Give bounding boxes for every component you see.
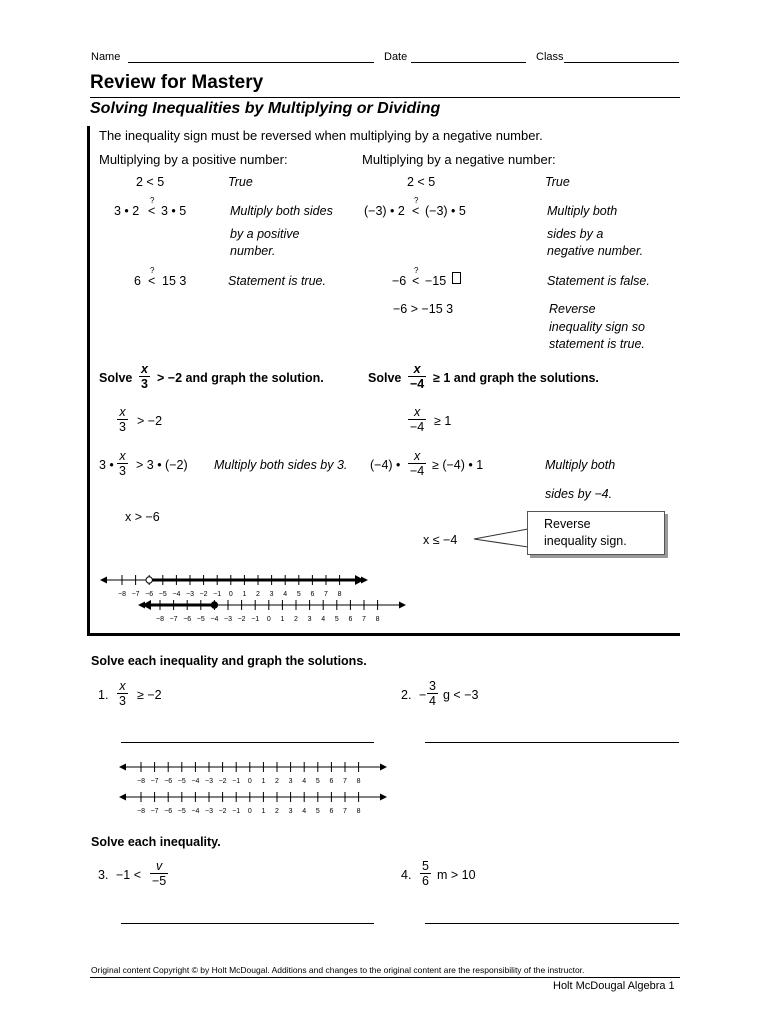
tick-label: 0	[228, 591, 233, 598]
tick-label: −3	[205, 778, 213, 785]
ex1-s1-rest: > −2	[137, 414, 163, 428]
p1-fraction	[117, 679, 128, 708]
left-r2-note3: number.	[230, 244, 276, 258]
tick-label: −4	[172, 591, 181, 598]
right-r4-expr: −6 > −15 3	[393, 302, 454, 316]
copyright-text: Original content Copyright © by Holt McDougal. Additions and changes to the original content are the responsibility of the instructor.	[91, 965, 585, 975]
axis-arrow-left	[119, 764, 126, 771]
number-line-p2[interactable]	[115, 787, 391, 819]
left-r2-note2: by a positive	[230, 227, 300, 241]
tick-label: −4	[191, 778, 200, 785]
box-left-border	[87, 126, 90, 636]
p4-frac-num: 5	[422, 859, 429, 873]
tick-label: 7	[362, 616, 366, 623]
tick-label: −7	[131, 591, 140, 598]
p1-num: 1.	[98, 688, 109, 702]
date-label: Date	[384, 51, 408, 63]
tick-label: 7	[343, 808, 347, 815]
p4-fraction	[420, 859, 431, 888]
right-r4-note1: Reverse	[549, 302, 596, 316]
axis-arrow-right	[399, 602, 406, 609]
tick-label: 0	[266, 616, 271, 623]
ex1-s1-num: x	[117, 405, 128, 420]
ex2-s1-fraction	[408, 405, 426, 434]
ex2-frac-den: −4	[410, 377, 425, 391]
tick-label: −6	[145, 591, 154, 598]
ex2-s2-fraction	[408, 449, 426, 478]
tick-label: −2	[199, 591, 208, 598]
number-line-p1[interactable]	[115, 757, 391, 789]
ex2-s1-den: −4	[410, 420, 425, 434]
ex1-s2-rest: > 3 • (−2)	[136, 458, 188, 472]
tick-label: 4	[302, 778, 307, 785]
title-rule	[90, 97, 680, 98]
ex2-s2-rest: ≥ (−4) • 1	[432, 458, 484, 472]
tick-label: 3	[288, 778, 293, 785]
tick-label: 2	[294, 616, 298, 623]
tick-label: 3	[288, 808, 293, 815]
solution-arrow	[142, 600, 151, 610]
tick-label: −3	[224, 616, 232, 623]
ex1-s2-note: Multiply both sides by 3.	[214, 458, 348, 472]
p2-frac-den: 4	[429, 694, 436, 708]
right-r2-sym: <	[412, 204, 420, 218]
ex2-s2-note1: Multiply both	[545, 458, 616, 472]
tick-label: 1	[261, 778, 266, 785]
practice2-heading: Solve each inequality.	[91, 835, 221, 849]
ex1-result: x > −6	[125, 510, 160, 524]
ex2-result: x ≤ −4	[423, 533, 458, 547]
left-r3-expr-a: 6	[134, 274, 141, 288]
tick-label: 8	[337, 591, 342, 598]
tick-label: 0	[247, 778, 252, 785]
left-r3-question: ?	[150, 266, 155, 275]
p2-rest: g < −3	[443, 688, 479, 702]
right-r4-note3: statement is true.	[549, 337, 645, 351]
tick-label: −6	[164, 808, 173, 815]
right-r3-question: ?	[414, 266, 419, 275]
right-r1-note: True	[545, 175, 570, 189]
tick-label: −5	[177, 778, 186, 785]
ex1-rest: > −2 and graph the solution.	[157, 371, 324, 385]
p3-frac-num: v	[150, 859, 168, 874]
tick-label: −7	[150, 808, 159, 815]
p2-answer-line[interactable]	[425, 742, 679, 743]
right-r1-expr: 2 < 5	[407, 175, 436, 189]
left-r2-expr-a: 3 • 2	[114, 204, 140, 218]
tick-label: 0	[247, 808, 252, 815]
ex2-solve-label: Solve	[368, 371, 402, 385]
tick-label: 5	[334, 616, 339, 623]
tick-label: 2	[275, 808, 279, 815]
tick-label: −5	[177, 808, 186, 815]
tick-label: 5	[315, 808, 320, 815]
p1-frac-num: x	[117, 679, 128, 694]
ex1-s2-fraction	[117, 449, 128, 478]
left-r2-expr-b: 3 • 5	[161, 204, 187, 218]
left-r2-note1: Multiply both sides	[230, 204, 333, 218]
ex1-solve-label: Solve	[99, 371, 133, 385]
right-r2-note2: sides by a	[547, 227, 604, 241]
p4-num: 4.	[401, 868, 412, 882]
footer-rule	[90, 977, 680, 978]
tick-label: 3	[307, 616, 312, 623]
tick-label: −3	[205, 808, 213, 815]
tick-label: 2	[275, 778, 279, 785]
right-r3-note: Statement is false.	[547, 274, 650, 288]
axis-arrow-right	[380, 794, 387, 801]
tick-label: 6	[348, 616, 353, 623]
tick-label: −4	[191, 808, 200, 815]
p4-frac-den: 6	[422, 874, 429, 888]
tick-label: −1	[213, 591, 222, 598]
tick-label: −1	[232, 808, 241, 815]
tick-label: 7	[324, 591, 328, 598]
tick-label: −2	[237, 616, 246, 623]
left-r2-sym: <	[148, 204, 156, 218]
p2-fraction	[427, 679, 438, 708]
tick-label: −8	[156, 616, 164, 623]
p1-rest: ≥ −2	[137, 688, 162, 702]
ex1-fraction	[139, 362, 150, 391]
ex2-s2-prefix: (−4) •	[370, 458, 401, 472]
ex1-s1-den: 3	[119, 420, 126, 434]
p3-fraction	[150, 859, 168, 888]
tick-label: 6	[310, 591, 315, 598]
ex1-s2-den: 3	[119, 464, 126, 478]
tick-label: 5	[296, 591, 301, 598]
right-r3-expr-a: −6	[392, 274, 407, 288]
p3-prefix: −1 <	[116, 868, 142, 882]
left-r3-sym: <	[148, 274, 156, 288]
tick-label: −7	[150, 778, 159, 785]
right-r4-note2: inequality sign so	[549, 320, 645, 334]
right-r2-expr-a: (−3) • 2	[364, 204, 405, 218]
tick-label: 1	[242, 591, 247, 598]
ex1-frac-num: x	[141, 362, 148, 376]
right-r2-expr-b: (−3) • 5	[425, 204, 466, 218]
practice-heading: Solve each inequality and graph the solutions.	[91, 654, 367, 668]
tick-label: 8	[356, 778, 361, 785]
reverse-sign-callout	[527, 511, 665, 555]
axis-arrow-left	[100, 577, 107, 584]
open-endpoint	[146, 577, 152, 583]
class-field[interactable]	[564, 62, 679, 63]
left-r2-question: ?	[150, 196, 155, 205]
tick-label: −3	[186, 591, 194, 598]
axis-arrow-left	[119, 794, 126, 801]
tick-label: −1	[251, 616, 260, 623]
ex1-frac-den: 3	[141, 377, 148, 391]
p3-num: 3.	[98, 868, 109, 882]
ex2-frac-num: x	[408, 362, 426, 377]
ex2-s1-rest: ≥ 1	[434, 414, 452, 428]
ex2-s2-den: −4	[410, 464, 425, 478]
tick-label: −8	[137, 778, 145, 785]
p1-answer-line[interactable]	[121, 742, 374, 743]
tick-label: 1	[261, 808, 266, 815]
p2-prefix: −	[419, 688, 427, 702]
tick-label: 8	[375, 616, 380, 623]
right-heading: Multiplying by a negative number:	[362, 152, 556, 167]
p2-frac-num: 3	[429, 679, 436, 693]
tick-label: 3	[269, 591, 274, 598]
p3-frac-den: −5	[152, 874, 167, 888]
right-r2-note1: Multiply both	[547, 204, 618, 218]
ex1-s2-num: x	[117, 449, 128, 464]
callout-line2: inequality sign.	[544, 534, 627, 548]
p2-num: 2.	[401, 688, 412, 702]
box-bottom-border	[87, 633, 680, 636]
callout-pointer	[470, 527, 530, 549]
p4-answer-line[interactable]	[425, 923, 679, 924]
tick-label: 6	[329, 808, 334, 815]
tick-label: −8	[118, 591, 126, 598]
tick-label: −5	[196, 616, 205, 623]
tick-label: 5	[315, 778, 320, 785]
closed-endpoint	[211, 602, 217, 608]
tick-label: 4	[302, 808, 307, 815]
ex1-s1-fraction	[117, 405, 128, 434]
ex2-s1-num: x	[408, 405, 426, 420]
book-title: Holt McDougal Algebra 1	[553, 980, 675, 992]
left-r3-expr-b: 15 3	[162, 274, 187, 288]
tick-label: −4	[210, 616, 219, 623]
left-heading: Multiplying by a positive number:	[99, 152, 288, 167]
ex2-rest: ≥ 1 and graph the solutions.	[433, 371, 599, 385]
page-subtitle: Solving Inequalities by Multiplying or Dividing	[90, 100, 441, 117]
tick-label: 2	[256, 591, 260, 598]
tick-label: −8	[137, 808, 145, 815]
right-r3-sym: <	[412, 274, 420, 288]
right-r2-note3: negative number.	[547, 244, 644, 258]
missing-glyph-box	[452, 272, 461, 284]
tick-label: −6	[183, 616, 192, 623]
tick-label: 6	[329, 778, 334, 785]
callout-line1: Reverse	[544, 517, 591, 531]
right-r2-question: ?	[414, 196, 419, 205]
intro-text: The inequality sign must be reversed when multiplying by a negative number.	[99, 128, 543, 143]
tick-label: −7	[169, 616, 178, 623]
left-r1-note: True	[228, 175, 253, 189]
class-label: Class	[536, 51, 564, 63]
left-r3-note: Statement is true.	[228, 274, 326, 288]
left-r1-expr: 2 < 5	[136, 175, 165, 189]
tick-label: 7	[343, 778, 347, 785]
name-label: Name	[91, 51, 121, 63]
ex2-s2-num: x	[408, 449, 426, 464]
tick-label: −2	[218, 778, 227, 785]
tick-label: −2	[218, 808, 227, 815]
p3-answer-line[interactable]	[121, 923, 374, 924]
tick-label: −5	[158, 591, 167, 598]
date-field[interactable]	[411, 62, 526, 63]
p4-rest: m > 10	[437, 868, 476, 882]
page-title: Review for Mastery	[90, 72, 264, 93]
axis-arrow-right	[380, 764, 387, 771]
tick-label: −1	[232, 778, 241, 785]
ex2-fraction	[408, 362, 426, 391]
solution-arrow	[355, 575, 364, 585]
name-field[interactable]	[128, 62, 374, 63]
ex1-s2-prefix: 3 •	[99, 458, 114, 472]
p1-frac-den: 3	[119, 694, 126, 708]
number-line-ex2	[134, 595, 410, 627]
tick-label: 8	[356, 808, 361, 815]
tick-label: 4	[321, 616, 326, 623]
tick-label: 4	[283, 591, 288, 598]
tick-label: 1	[280, 616, 285, 623]
ex2-s2-note2: sides by −4.	[545, 487, 613, 501]
tick-label: −6	[164, 778, 173, 785]
right-r3-expr-b: −15	[425, 274, 447, 288]
